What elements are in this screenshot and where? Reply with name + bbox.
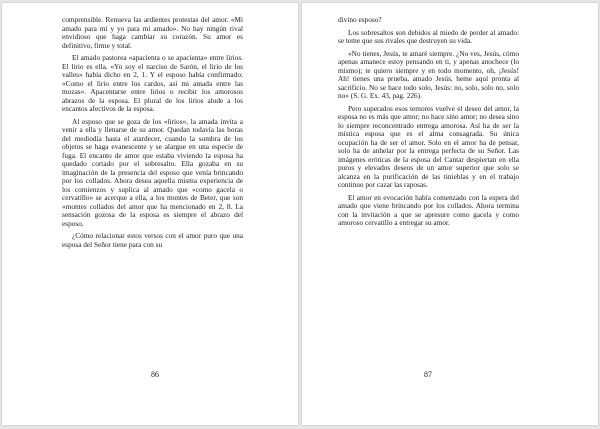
page-number: 86 [151,370,159,379]
paragraph: comprensible. Renueva las ardientes protestas del amor. «Mi amado para mí y yo para mi amado». No hay ningún rival envidioso que haga cambiar su corazón. Su amor es definitivo, firme y total. [62,15,243,50]
right-page-text [338,16,519,232]
left-page [2,3,298,425]
paragraph: El amor en evocación había comenzado con la espera del amado que viene brincando por los collados. Ahora termina con la invitación a que se apresure como gacela y como amoroso cervatillo a entregar su amor. [338,192,519,227]
paragraph: Los sobresaltos son debidos al miedo de perder al amado: se teme que sus rivales que destruyen su vida. [338,27,519,45]
left-page-text [62,16,243,253]
right-page [302,3,598,425]
paragraph: «No tienes, Jesús, te amaré siempre. ¿No ves, Jesús, cómo apenas amanece estoy pensando en ti, y apenas anochece (lo mismo); te quiero siempre y en todo momento, oh, ¡Jesús! Ah! tienes una prueba, amado Jesús, heme aquí pronta al sacrificio. No se hace todo solo, Jesús: no, solo, solo no, solo no» (S. G. Ex. 43, pag. 226). [338,48,519,100]
paragraph: ¿Cómo relacionar estos versos con el amor puro que una esposa del Señor tiene para con su [62,231,243,249]
paragraph: El amado pastorea «apacienta o se apacienta» entre lirios. El lirio es ella. «Yo soy el narciso de Sarón, el lirio de los valles» había dicho en 2, 1. Y el esposo había confirmado: «Como el lirio entre los cardos, así mi amada entre las mozas». Apacentarse entre lirios o recibir los amorosos abrazos de la esposa. El plural de los lirios alude a los encantos afectivos de la esposa. [62,53,243,113]
paragraph: Al esposo que se goza de los «lirios», la amada invita a venir a ella y llenarse de su amor. Quedan todavía las horas del mediodía hasta el atardecer, cuando la sombra de los objetos se haga evanescente y se alargue en una especie de fuga. El encanto de amor que estaba viviendo la esposa ha quedado cortado por el sobresalto. Ella gozaba en su imaginación de la presencia del esposo que venía brincando por los collados. Ahora desea aquella misma experiencia de los comienzos y suplica al amado que «como gacela o cervatillo» se acerque a ella, a los montes de Beter, que son «montes collados del amor que ha mencionado en 2, 8. La sensación gozosa de la esposa es siempre el abrazo del esposo. [62,116,243,228]
paragraph: divino esposo? [338,15,382,24]
paragraph: Pero superados esos temores vuelve el deseo del amor, la esposa no es más que amor; no hace sino amor; no desea sino lo siempre reconcentrado entrega amorosa. Así ha de ser la mística esposa que es el alma consagrada. Su única ocupación ha de ser el amor. Solo en el amor ha de pensar, solo ha de anhelar por la entrega perfecta de su Señor. Las imágenes eróticas de la esposa del Cantar despiertan en ella puros y elevados deseos de un amor superior que solo se alcanza en la purificación de las tinieblas y en el trabajo continuo por cazar las raposas. [338,103,519,189]
page-number: 87 [424,370,432,379]
